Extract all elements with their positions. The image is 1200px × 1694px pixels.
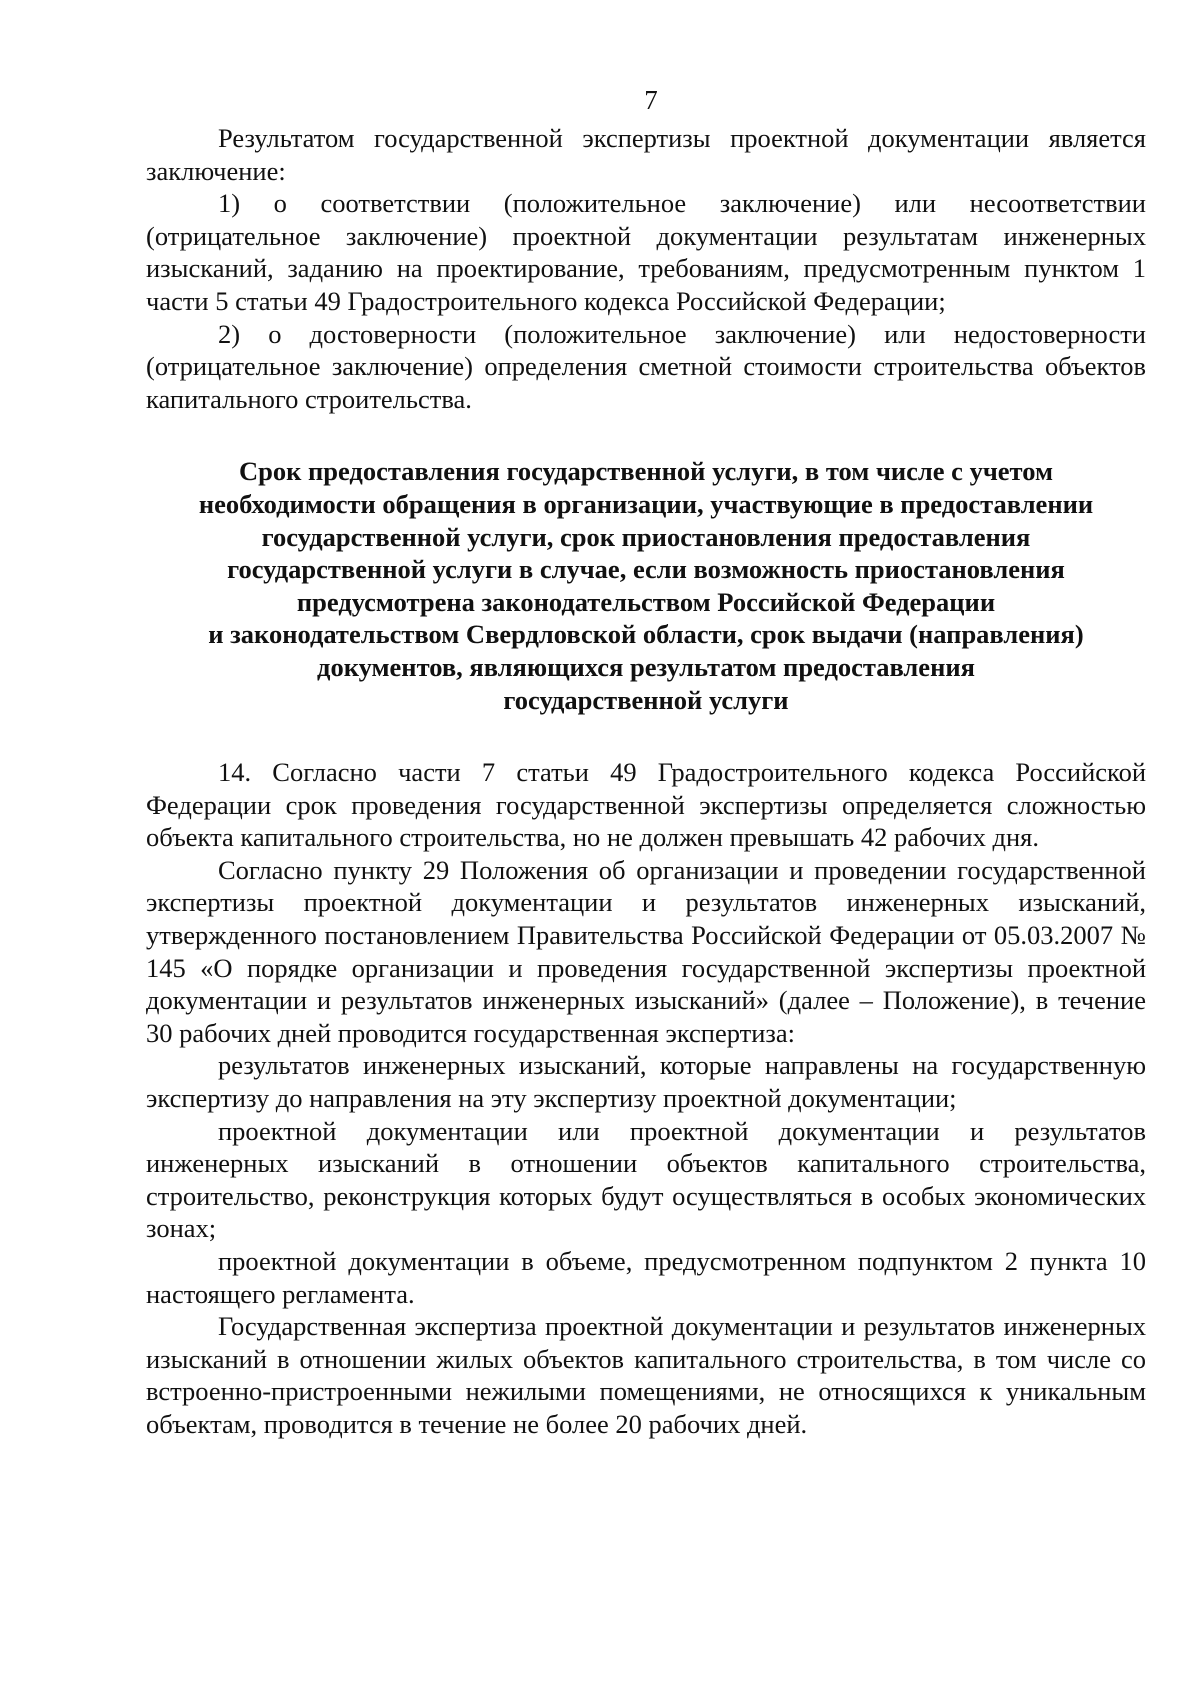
section-heading-line: государственной услуги в случае, если возможность приостановления [227,554,1065,585]
intro-lead-paragraph: Результатом государственной экспертизы проектной документации является заключение: [146,123,1146,186]
section-heading-line: Срок предоставления государственной услуги, в том числе с учетом [238,456,1053,487]
paragraph-housing: Государственная экспертиза проектной документации и результатов инженерных изысканий в отношении жилых объектов капитального строительства, в том числе со встроенно-пристроенными нежилыми помещениями, не относящихся к уникальным объектам, проводится в течение не более 20 рабочих дней. [146,1311,1146,1439]
document-page [146,84,1146,1441]
list-item-volume: проектной документации в объеме, предусмотренном подпунктом 2 пункта 10 настоящего регламента. [146,1246,1146,1309]
list-item-project: проектной документации или проектной документации и результатов инженерных изысканий в отношении объектов капитального строительства, строительство, реконструкция которых будут осуществляться в особых экономических зонах; [146,1115,1146,1244]
section-heading-line: необходимости обращения в организации, участвующие в предоставлении [198,488,1094,519]
section-heading-line: государственной услуги, срок приостановления предоставления [261,521,1031,552]
intro-item-2: 2) о достоверности (положительное заключение) или недостоверности (отрицательное заключение) определения сметной стоимости строительства объектов капитального строительства. [146,318,1146,414]
page-number: 7 [644,85,658,115]
paragraph-polozhenie: Согласно пункту 29 Положения об организации и проведении государственной экспертизы проектной документации и результатов инженерных изысканий, утвержденного постановлением Правительства Российской Федерации от 05.03.2007 № 145 «О порядке организации и проведения государственной экспертизы проектной документации и результатов инженерных изысканий» (далее – Положение), в течение 30 рабочих дней проводится государственная экспертиза: [146,854,1146,1048]
section-heading-line: государственной услуги [503,684,789,715]
paragraph-14: 14. Согласно части 7 статьи 49 Градостроительного кодекса Российской Федерации срок проведения государственной экспертизы определяется сложностью объекта капитального строительства, но не должен превышать 42 рабочих дня. [146,757,1146,853]
section-heading [146,455,1146,716]
list-item-results: результатов инженерных изысканий, которые направлены на государственную экспертизу до направления на эту экспертизу проектной документации; [146,1050,1146,1114]
intro-item-1: 1) о соответствии (положительное заключение) или несоответствии (отрицательное заключение) проектной документации результатам инженерных изысканий, заданию на проектирование, требованиям, предусмотренным пунктом 1 части 5 статьи 49 Градостроительного кодекса Российской Федерации; [146,188,1146,316]
section-heading-line: предусмотрена законодательством Российской Федерации [296,586,996,617]
section-heading-line: документов, являющихся результатом предоставления [317,651,975,682]
section-heading-line: и законодательством Свердловской области, срок выдачи (направления) [208,619,1084,650]
